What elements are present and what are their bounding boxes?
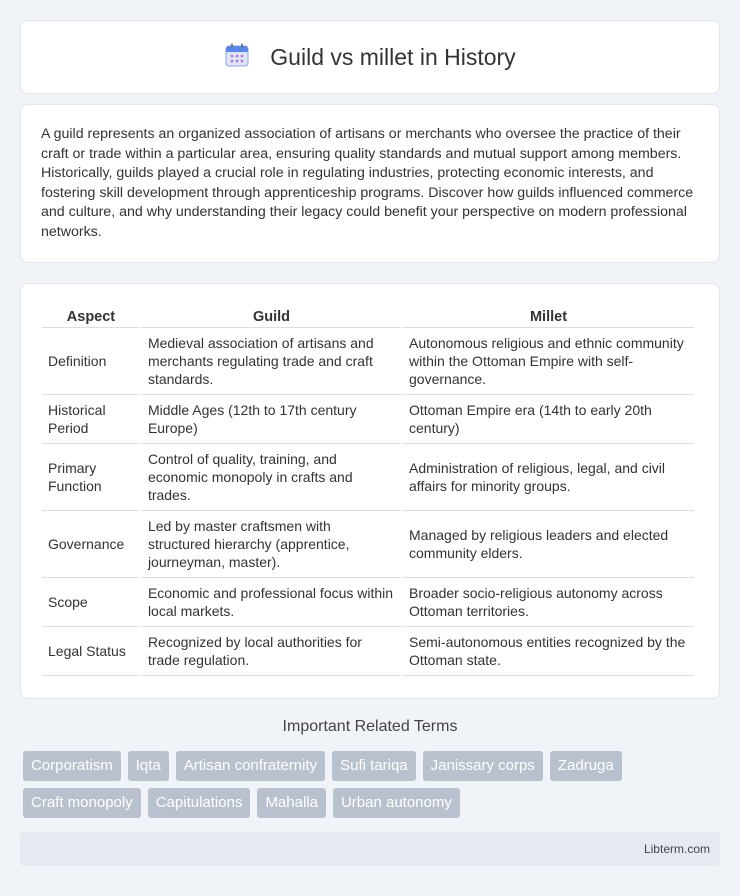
cell-aspect: Definition [42, 328, 140, 395]
cell-aspect: Legal Status [42, 627, 140, 676]
tag-janissary-corps[interactable]: Janissary corps [423, 751, 543, 781]
cell-millet: Ottoman Empire era (14th to early 20th century) [403, 395, 694, 444]
cell-aspect: Governance [42, 511, 140, 578]
related-terms-list [23, 751, 723, 818]
comparison-card [20, 283, 720, 699]
tag-iqta[interactable]: Iqta [128, 751, 169, 781]
tag-capitulations[interactable]: Capitulations [148, 788, 251, 818]
cell-guild: Led by master craftsmen with structured hierarchy (apprentice, journeyman, master). [142, 511, 401, 578]
calendar-icon [224, 42, 250, 73]
cell-guild: Middle Ages (12th to 17th century Europe) [142, 395, 401, 444]
table-row [42, 395, 694, 444]
tag-craft-monopoly[interactable]: Craft monopoly [23, 788, 141, 818]
footer-link[interactable]: Libterm.com [643, 842, 710, 856]
tag-artisan-confraternity[interactable]: Artisan confraternity [176, 751, 325, 781]
cell-millet: Autonomous religious and ethnic community within the Ottoman Empire with self-governance. [403, 328, 694, 395]
tag-mahalla[interactable]: Mahalla [257, 788, 326, 818]
table-header-row [42, 304, 694, 328]
cell-guild: Economic and professional focus within local markets. [142, 578, 401, 627]
cell-millet: Managed by religious leaders and elected community elders. [403, 511, 694, 578]
tag-zadruga[interactable]: Zadruga [550, 751, 622, 781]
cell-millet: Semi-autonomous entities recognized by the Ottoman state. [403, 627, 694, 676]
cell-guild: Medieval association of artisans and merchants regulating trade and craft standards. [142, 328, 401, 395]
tag-corporatism[interactable]: Corporatism [23, 751, 121, 781]
table-row [42, 578, 694, 627]
cell-millet: Broader socio-religious autonomy across Ottoman territories. [403, 578, 694, 627]
header-guild: Guild [142, 304, 401, 328]
cell-guild: Recognized by local authorities for trade regulation. [142, 627, 401, 676]
cell-aspect: Primary Function [42, 444, 140, 511]
intro-text: A guild represents an organized association of artisans or merchants who oversee the practice of their craft or trade within a particular area, ensuring quality standards and mutual support among members. Historically, guilds played a crucial role in regulating industries, protecting economic interests, and fostering skill development through apprenticeship programs. Discover how guilds influenced commerce and culture, and why understanding their legacy could benefit your perspective on modern professional networks. [41, 126, 694, 240]
table-row [42, 511, 694, 578]
cell-millet: Administration of religious, legal, and civil affairs for minority groups. [403, 444, 694, 511]
comparison-table [40, 304, 696, 676]
header-millet: Millet [403, 304, 694, 328]
tag-sufi-tariqa[interactable]: Sufi tariqa [332, 751, 416, 781]
table-row [42, 627, 694, 676]
footer [20, 832, 720, 866]
tag-urban-autonomy[interactable]: Urban autonomy [333, 788, 460, 818]
page-title: Guild vs millet in History [270, 43, 516, 70]
cell-aspect: Scope [42, 578, 140, 627]
related-terms-title: Important Related Terms [282, 718, 458, 735]
header-aspect: Aspect [42, 304, 140, 328]
table-row [42, 444, 694, 511]
cell-guild: Control of quality, training, and economic monopoly in crafts and trades. [142, 444, 401, 511]
intro-card [20, 104, 720, 263]
table-row [42, 328, 694, 395]
header-card [20, 20, 720, 94]
cell-aspect: Historical Period [42, 395, 140, 444]
